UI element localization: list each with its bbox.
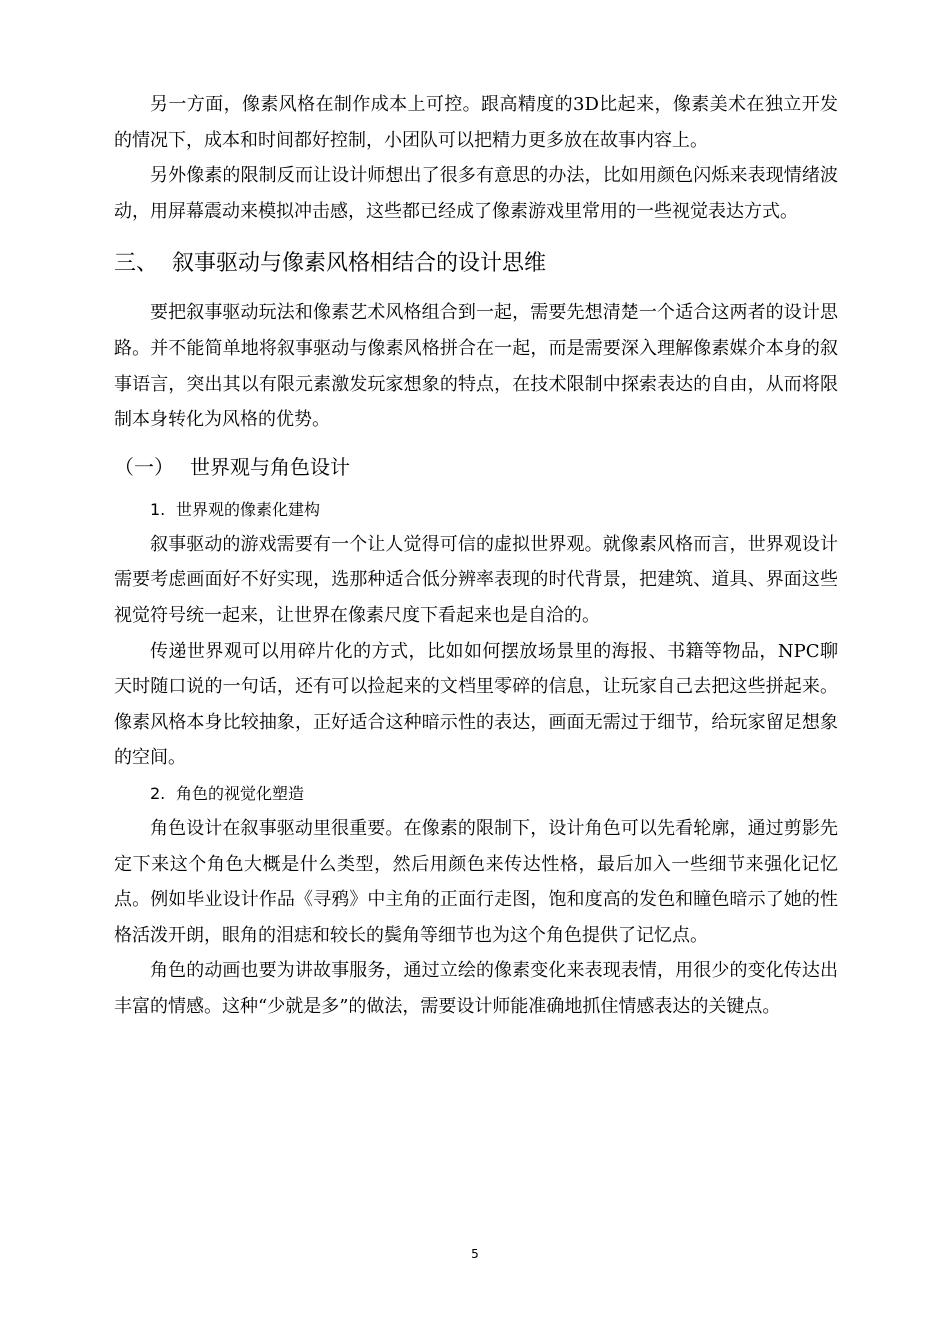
paragraph: 另外像素的限制反而让设计师想出了很多有意思的办法，比如用颜色闪烁来表现情绪波动，用屏幕震动来模拟冲击感，这些都已经成了像素游戏里常用的一些视觉表达方式。 <box>114 165 838 222</box>
page-number: 5 <box>471 1247 479 1261</box>
item-title: 角色的视觉化塑造 <box>176 783 305 803</box>
section-number: 三、 <box>114 251 159 277</box>
subsection-number: （一） <box>114 454 174 479</box>
paragraph: 传递世界观可以用碎片化的方式，比如如何摆放场景里的海报、书籍等物品，NPC聊天时随口说的一句话，还有可以捡起来的文档里零碎的信息，让玩家自己去把这些拼起来。像素风格本身比较抽象，正好适合这种暗示性的表达，画面无需过于细节，给玩家留足想象的空间。 <box>114 640 838 769</box>
paragraph: 要把叙事驱动玩法和像素艺术风格组合到一起，需要先想清楚一个适合这两者的设计思路。并不能简单地将叙事驱动与像素风格拼合在一起，而是需要深入理解像素媒介本身的叙事语言，突出其以有限元素激发玩家想象的特点，在技术限制中探索表达的自由，从而将限制本身转化为风格的优势。 <box>114 302 838 431</box>
paragraph: 叙事驱动的游戏需要有一个让人觉得可信的虚拟世界观。就像素风格而言，世界观设计需要考虑画面好不好实现，选那种适合低分辨率表现的时代背景，把建筑、道具、界面这些视觉符号统一起来，让世界在像素尺度下看起来也是自洽的。 <box>114 533 838 626</box>
item-heading <box>114 776 838 811</box>
item-number: 2. <box>150 783 166 803</box>
paragraph: 角色的动画也要为讲故事服务，通过立绘的像素变化来表现表情，用很少的变化传达出丰富的情感。这种“少就是多”的做法，需要设计师能准确地抓住情感表达的关键点。 <box>114 960 838 1017</box>
item-title: 世界观的像素化建构 <box>176 499 321 519</box>
section-title: 叙事驱动与像素风格相结合的设计思维 <box>172 251 547 277</box>
page-content <box>114 87 838 1024</box>
item-heading <box>114 492 838 527</box>
item-number: 1. <box>150 499 166 519</box>
paragraph: 另一方面，像素风格在制作成本上可控。跟高精度的3D比起来，像素美术在独立开发的情况下，成本和时间都好控制，小团队可以把精力更多放在故事内容上。 <box>114 94 838 151</box>
subsection-title: 世界观与角色设计 <box>190 454 350 479</box>
section-heading <box>114 247 838 281</box>
subsection-heading <box>114 450 838 484</box>
paragraph: 角色设计在叙事驱动里很重要。在像素的限制下，设计角色可以先看轮廓，通过剪影先定下来这个角色大概是什么类型，然后用颜色来传达性格，最后加入一些细节来强化记忆点。例如毕业设计作品《寻鸦》中主角的正面行走图，饱和度高的发色和瞳色暗示了她的性格活泼开朗，眼角的泪痣和较长的鬓角等细节也为这个角色提供了记忆点。 <box>114 817 838 946</box>
